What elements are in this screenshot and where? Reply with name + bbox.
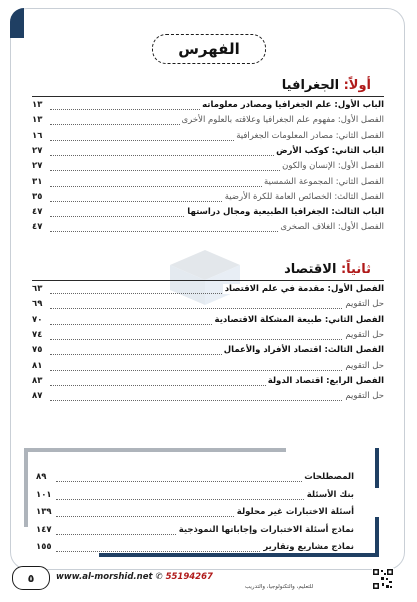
appendix-box-corner-bar xyxy=(375,517,379,557)
toc-row[interactable] xyxy=(32,361,384,375)
toc-entry-title: المصطلحات xyxy=(304,472,354,482)
toc-entry-page: ٤٧ xyxy=(32,207,43,218)
appendix-row[interactable] xyxy=(36,490,354,504)
page-number-badge xyxy=(12,566,50,590)
toc-entry-page: ٦٣ xyxy=(32,284,43,294)
toc-entry-page: ٧٤ xyxy=(32,329,43,340)
index-title: الفهرس xyxy=(178,40,240,58)
toc-entry-title: بنك الأسئلة xyxy=(306,489,354,500)
toc-entry-title: الفصل الثالث: اقتصاد الأفراد والأعمال xyxy=(223,345,384,356)
toc-row[interactable] xyxy=(32,330,384,344)
toc-entry-page: ٧٥ xyxy=(32,345,43,356)
toc-row[interactable] xyxy=(32,299,384,313)
toc-entry-title: الفصل الثالث: الخصائص العامة للكرة الأرضية xyxy=(224,191,384,202)
toc-row[interactable] xyxy=(32,207,384,221)
toc-entry-page: ٨٩ xyxy=(36,472,47,482)
toc-row[interactable] xyxy=(32,192,384,206)
toc-entry-page: ٨٧ xyxy=(32,391,43,402)
appendix-box-left-bar xyxy=(24,452,28,527)
toc-entry-title: حل التقويم xyxy=(345,360,384,371)
toc-entry-title: الفصل الرابع: اقتصاد الدولة xyxy=(267,375,384,386)
toc-entry-page: ١٠١ xyxy=(36,489,52,500)
toc-row[interactable] xyxy=(32,131,384,145)
toc-row[interactable] xyxy=(32,161,384,175)
toc-entry-page: ٦٩ xyxy=(32,299,43,310)
section-geography-heading xyxy=(282,78,371,93)
page-number: ٥ xyxy=(27,571,35,585)
appendix-row[interactable] xyxy=(36,507,354,521)
website-link[interactable]: www.al-morshid.net xyxy=(56,572,153,582)
toc-entry-page: ٨٣ xyxy=(32,375,43,386)
toc-entry-page: ١٣ xyxy=(32,100,43,110)
appendix-row[interactable] xyxy=(36,525,354,539)
index-title-box xyxy=(152,34,266,64)
toc-entry-title: الفصل الثاني: المجموعة الشمسية xyxy=(263,176,384,187)
toc-entry-title: الفصل الثاني: طبيعة المشكلة الاقتصادية xyxy=(214,314,384,325)
section-geography-title: الجغرافيا xyxy=(281,78,344,93)
toc-row[interactable] xyxy=(32,222,384,236)
toc-entry-page: ٢٧ xyxy=(32,145,43,156)
toc-entry-page: ١٥٥ xyxy=(36,542,52,552)
toc-row[interactable] xyxy=(32,376,384,390)
toc-entry-page: ٣١ xyxy=(32,176,43,187)
section-geography-rule xyxy=(32,96,384,97)
phone-number: 55194267 xyxy=(165,572,213,582)
toc-row[interactable] xyxy=(32,146,384,160)
toc-row[interactable] xyxy=(32,100,384,114)
toc-row[interactable] xyxy=(32,284,384,298)
toc-row[interactable] xyxy=(32,115,384,129)
toc-entry-page: ٣٥ xyxy=(32,191,43,202)
toc-entry-title: نماذج مشاريع وتقارير xyxy=(263,542,354,552)
toc-entry-page: ١٤٧ xyxy=(36,524,52,535)
section-economics-rule xyxy=(32,280,384,281)
toc-row[interactable] xyxy=(32,345,384,359)
appendix-box-right-bar xyxy=(375,448,379,488)
toc-row[interactable] xyxy=(32,391,384,405)
dot-leader xyxy=(50,308,384,309)
appendix-row[interactable] xyxy=(36,472,354,486)
toc-entry-title: حل التقويم xyxy=(345,299,384,310)
dot-leader xyxy=(50,339,384,340)
toc-entry-title: الباب الثاني: كوكب الأرض xyxy=(276,145,384,156)
toc-entry-page: ١٦ xyxy=(32,130,43,141)
dot-leader xyxy=(50,370,384,371)
toc-entry-page: ١٣ xyxy=(32,115,43,126)
toc-entry-title: الفصل الأول: الإنسان والكون xyxy=(282,161,384,172)
section-economics-number: ثانياً: xyxy=(340,262,371,277)
toc-entry-title: الباب الثالث: الجغرافيا الطبيعية ومجال دراستها xyxy=(187,207,384,218)
toc-entry-page: ١٣٩ xyxy=(36,507,52,517)
toc-entry-title: الفصل الأول: الغلاف الصخرى xyxy=(280,222,384,233)
toc-entry-page: ٢٧ xyxy=(32,161,43,172)
toc-entry-title: الباب الأول: علم الجغرافيا ومصادر معلوماته xyxy=(202,100,384,110)
toc-row[interactable] xyxy=(32,315,384,329)
toc-entry-page: ٧٠ xyxy=(32,314,43,325)
frame-corner-accent xyxy=(10,8,24,38)
qr-code-icon[interactable] xyxy=(372,568,394,590)
toc-entry-title: حل التقويم xyxy=(345,329,384,340)
toc-entry-title: الفصل الأول: مقدمة في علم الاقتصاد xyxy=(224,284,384,294)
toc-entry-title: الفصل الأول: مفهوم علم الجغرافيا وعلاقته بالعلوم الأخرى xyxy=(181,115,384,126)
toc-entry-title: نماذج أسئلة الاختبارات وإجاباتها النموذجية xyxy=(178,524,354,535)
footer-contact xyxy=(56,572,213,582)
publisher-tagline: للتعليم، والتكنولوجيا، والتدريب xyxy=(245,584,314,590)
section-economics-heading xyxy=(284,262,371,277)
section-economics-title: الاقتصاد xyxy=(284,262,341,277)
section-geography-number: أولاً: xyxy=(343,78,371,93)
appendix-row[interactable] xyxy=(36,542,354,556)
dot-leader xyxy=(50,400,384,401)
toc-entry-title: أسئلة الاختبارات غير محلولة xyxy=(236,507,354,517)
phone-icon: ✆ xyxy=(155,572,163,582)
toc-entry-page: ٤٧ xyxy=(32,222,43,233)
toc-entry-page: ٨١ xyxy=(32,360,43,371)
toc-entry-title: حل التقويم xyxy=(345,391,384,402)
toc-entry-title: الفصل الثاني: مصادر المعلومات الجغرافية xyxy=(236,130,384,141)
toc-row[interactable] xyxy=(32,177,384,191)
appendix-box-top-bar xyxy=(24,448,286,452)
appendix-box xyxy=(24,452,379,557)
